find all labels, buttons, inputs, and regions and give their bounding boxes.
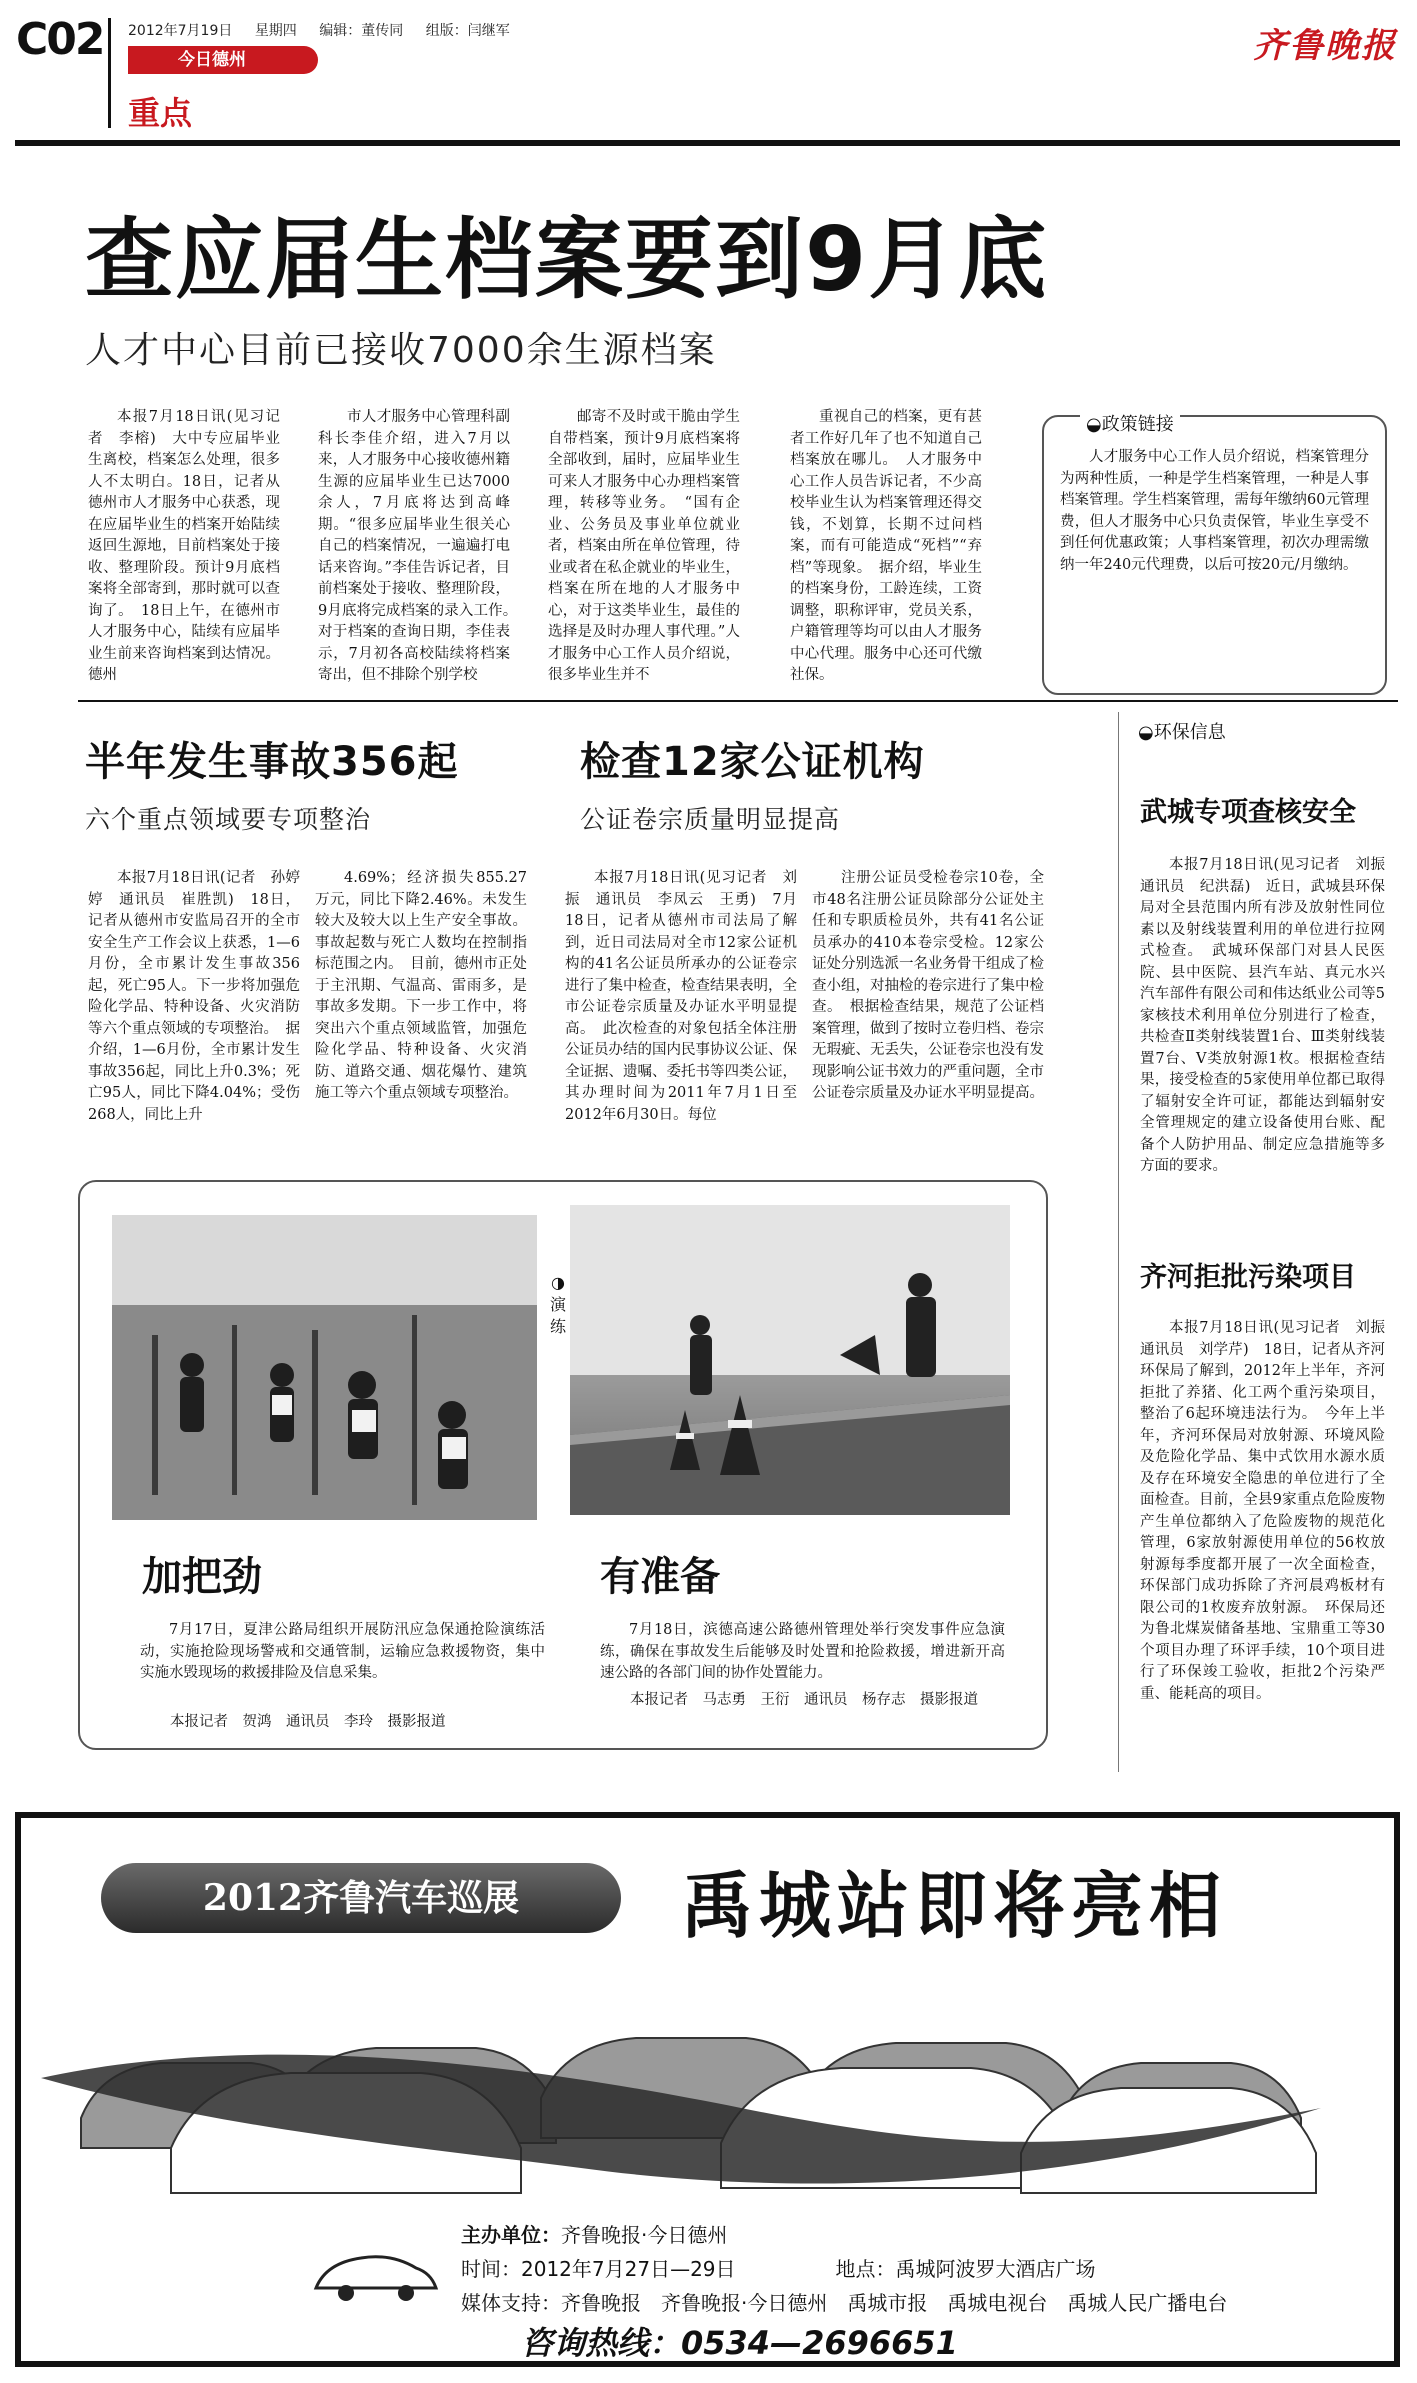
story-accidents-column-2-text: 4.69%；经济损失855.27万元，同比下降2.46%。未发生较大及较大以上生产安全事故。事故起数与死亡人数均在控制指标范围之内。 目前，德州市正处于主汛期、气温高、雷雨多，是事故多发期。下一步工作中，将突出六个重点领域监管，加强危险化学品、特种设备、火灾消防、道路交通、烟花爆竹、建筑施工等六个重点领域专项整治。 <box>315 870 527 1101</box>
sidebar-story-wucheng-text <box>1140 855 1400 1275</box>
car-show-ad <box>15 1812 1400 2367</box>
story-accidents-column-1 <box>88 868 300 1158</box>
lead-column-1 <box>88 407 280 692</box>
header-divider <box>108 18 111 128</box>
lead-column-1-text: 本报7月18日讯(见习记者 李榕) 大中专应届毕业生离校，档案怎么处理，很多人不太明白。18日，记者从德州市人才服务中心获悉，现在应届毕业生的档案开始陆续返回生源地，目前档案处于接收、整理阶段。预计9月底档案将全部寄到，那时就可以查询了。 18日上午，在德州市人才服务中心，陆续有应届毕业生前来咨询档案到达情况。德州 <box>88 409 280 683</box>
ad-time: 时间：2012年7月27日—29日 <box>461 2257 736 2281</box>
ad-media: 媒体支持：齐鲁晚报 齐鲁晚报·今日德州 禹城市报 禹城电视台 禹城人民广播电台 <box>461 2291 1228 2315</box>
ad-headline: 禹城站即将亮相 <box>681 1864 1228 1948</box>
ad-hotline: 咨询热线：0534—2696651 <box>521 2324 958 2362</box>
photo-left-credit: 本报记者 贺鸿 通讯员 李玲 摄影报道 <box>170 1714 446 1730</box>
photo-left-caption <box>140 1620 545 1685</box>
photo-left-caption-text: 7月17日，夏津公路局组织开展防汛应急保通抢险演练活动，实施抢险现场警戒和交通管制，运输应急救援物资，集中实施水毁现场的救援排险及信息采集。 <box>140 1622 545 1681</box>
photo-left-headline: 加把劲 <box>142 1554 262 1600</box>
section-rule <box>78 700 1398 702</box>
top-rule <box>15 140 1400 146</box>
ad-info <box>461 2218 1227 2320</box>
section-tab: 今日德州 <box>128 46 318 74</box>
env-info-label-text: 环保信息 <box>1153 722 1226 743</box>
policy-label <box>1080 410 1180 436</box>
story-accidents-headline: 半年发生事故356起 <box>85 739 459 785</box>
photo-highway-drill <box>570 1205 1010 1515</box>
ad-place: 地点：禹城阿波罗大酒店广场 <box>835 2257 1096 2281</box>
story-notary-column-2 <box>812 868 1044 1158</box>
lead-column-4 <box>790 407 982 692</box>
photo-right-credit: 本报记者 马志勇 王衍 通讯员 杨存志 摄影报道 <box>630 1692 978 1708</box>
lead-column-2-text: 市人才服务中心管理科副科长李佳介绍，进入7月以来，人才服务中心接收德州籍生源的应届毕业生已达7000余人，7月底将达到高峰期。“很多应届毕业生很关心自己的档案情况，一遍遍打电话来咨询。”李佳告诉记者，目前档案处于接收、整理阶段，9月底将完成档案的录入工作。 对于档案的查询日期，李佳表示，7月初各高校陆续将档案寄出，但不排除个别学校 <box>318 409 525 683</box>
lead-headline: 查应届生档案要到9月底 <box>85 208 1049 311</box>
half-circle-icon: ◒ <box>1138 722 1154 743</box>
sidebar-story-qihe-text-body: 本报7月18日讯(见习记者 刘振 通讯员 刘学芹) 18日，记者从齐河环保局了解到，2012年上半年，齐河拒批了养猪、化工两个重污染项目，整治了6起环境违法行为。 今年上半年，齐河环保局对放射源、环境风险及危险化学品、集中式饮用水源水质及存在环境安全隐患的单位进行了全面检查。目前，全县9家重点危险废物产生单位都纳入了危险废物的规范化管理，6家放射源使用单位的56枚放射源每季度都开展了一次全面检查，环保部门成功拆除了齐河晨鸡板材有限公司的1枚废弃放射源。 环保局还为鲁北煤炭储备基地、宝鼎重工等30个项目办理了环评手续，10个项目进行了环保竣工验收，拒批2个污染严重、能耗高的项目。 <box>1140 1320 1400 1702</box>
story-notary-column-1 <box>565 868 797 1158</box>
story-notary-headline: 检查12家公证机构 <box>580 739 925 785</box>
sidebar-story-wucheng-headline: 武城专项查核安全 <box>1140 797 1356 828</box>
page-number: C02 <box>16 14 104 65</box>
drill-label <box>548 1272 568 1338</box>
page-meta <box>128 20 510 40</box>
photo-highway-drill-image <box>570 1205 1010 1515</box>
photo-flood-drill <box>112 1215 537 1520</box>
lead-column-2 <box>318 407 525 692</box>
ad-host-value: 齐鲁晚报·今日德州 <box>561 2223 728 2247</box>
lead-subheadline: 人才中心目前已接收7000余生源档案 <box>85 330 717 371</box>
story-accidents-column-2 <box>315 868 527 1158</box>
masthead-logo: 齐鲁晚报 <box>1253 26 1397 66</box>
half-circle-icon: ◒ <box>1086 414 1102 435</box>
env-info-label <box>1138 718 1226 744</box>
photo-right-caption <box>600 1620 1005 1685</box>
lead-column-4-text: 重视自己的档案，更有甚者工作好几年了也不知道自己档案放在哪儿。 人才服务中心工作人员告诉记者，不少高校毕业生认为档案管理还得交钱，不划算，长期不过问档案，而有可能造成“死档”“弃档”等现象。 据介绍，毕业生的档案身份，工龄连续，工资调整，职称评审，党员关系，户籍管理等均可以由人才服务中心代理。服务中心还可代缴社保。 <box>790 409 982 683</box>
policy-box <box>1042 415 1387 695</box>
ad-host <box>461 2218 1227 2252</box>
sidebar-divider <box>1118 712 1119 1772</box>
ad-time-place <box>461 2252 1227 2286</box>
lead-column-3-text: 邮寄不及时或干脆由学生自带档案，预计9月底档案将全部收到，届时，应届毕业生可来人才服务中心办理档案管理，转移等业务。 “国有企业、公务员及事业单位就业者，档案由所在单位管理，待业或者在私企就业的毕业生，档案在所在地的人才服务中心，对于这类毕业生，最佳的选择是及时办理人事代理。”人才服务中心工作人员介绍说，很多毕业生并不 <box>548 409 740 683</box>
story-accidents-column-1-text: 本报7月18日讯(记者 孙婷婷 通讯员 崔胜凯) 18日，记者从德州市安监局召开的全市安全生产工作会议上获悉，1—6月份，全市累计发生事故356起，死亡95人。下一步将加强危险化学品、特种设备、火灾消防等六个重点领域的专项整治。 据介绍，1—6月份，全市累计发生事故356起，同比上升0.3%；死亡95人，同比下降4.04%；受伤268人，同比上升 <box>88 870 300 1123</box>
ad-host-label: 主办单位： <box>461 2223 561 2247</box>
drill-label-text: 演练 <box>549 1295 566 1336</box>
policy-text: 人才服务中心工作人员介绍说，档案管理分为两种性质，一种是学生档案管理，一种是人事档案管理。学生档案管理，需每年缴纳60元管理费，但人才服务中心只负责保管，毕业生享受不到任何优惠政策；人事档案管理，初次办理需缴纳一年240元代理费，以后可按20元/月缴纳。 <box>1060 449 1369 573</box>
ad-car-lineup-image <box>21 1958 1394 2208</box>
ad-event-pill: 2012齐鲁汽车巡展 <box>101 1863 621 1933</box>
policy-label-text: 政策链接 <box>1101 414 1174 435</box>
sidebar-story-wucheng-text-body: 本报7月18日讯(见习记者 刘振 通讯员 纪洪磊) 近日，武城县环保局对全县范围内所有涉及放射性同位素以及射线装置利用的单位进行拉网式检查。 武城环保部门对县人民医院、县中医院、县汽车站、真元水兴汽车部件有限公司和伟达纸业公司等5家核技术利用单位分别进行了检查，共检查Ⅱ类射线装置1台、Ⅲ类射线装置7台、Ⅴ类放射源1枚。根据检查结果，接受检查的5家使用单位都已取得了辐射安全许可证，都能达到辐射安全管理规定的建立设备使用台账、配备个人防护用品、制定应急措施等多方面的要求。 <box>1140 857 1400 1174</box>
issue-date: 2012年7月19日 <box>128 23 233 39</box>
issue-weekday: 星期四 <box>254 23 297 39</box>
photo-right-caption-text: 7月18日，滨德高速公路德州管理处举行突发事件应急演练，确保在事故发生后能够及时处置和抢险救援，增进新开高速公路的各部门间的协作处置能力。 <box>600 1622 1005 1681</box>
story-notary-column-2-text: 注册公证员受检卷宗10卷，全市48名注册公证员除部分公证处主任和专职质检员外，共有41名公证员承办的410本卷宗受检。12家公证处分别选派一名业务骨干组成了检查小组，对抽检的卷宗进行了集中检查。 根据检查结果，规范了公证档案管理，做到了按时立卷归档、卷宗无瑕疵、无丢失，公证卷宗也没有发现影响公证书效力的严重问题，全市公证卷宗质量及办证水平明显提高。 <box>812 870 1044 1101</box>
sidebar-story-qihe-headline: 齐河拒批污染项目 <box>1140 1262 1356 1293</box>
photo-flood-drill-image <box>112 1215 537 1520</box>
story-notary-column-1-text: 本报7月18日讯(见习记者 刘振 通讯员 李凤云 王勇) 7月18日，记者从德州市司法局了解到，近日司法局对全市12家公证机构的41名公证员所承办的公证卷宗进行了集中检查，检查结果表明，全市公证卷宗质量及办证水平明显提高。 此次检查的对象包括全体注册公证员办结的国内民事协议公证、保全证据、遗嘱、委托书等四类公证，其办理时间为2011年7月1日至2012年6月30日。每位 <box>565 870 797 1123</box>
story-accidents-subheadline: 六个重点领域要专项整治 <box>85 805 372 834</box>
designer-credit: 组版：闫继军 <box>425 23 510 39</box>
sidebar-story-qihe-text <box>1140 1318 1400 1788</box>
editor-credit: 编辑：董传同 <box>319 23 404 39</box>
car-outline-icon <box>311 2238 441 2308</box>
section-name: 重点 <box>128 94 193 132</box>
half-circle-icon: ◑ <box>551 1273 565 1292</box>
lead-column-3 <box>548 407 740 692</box>
photo-right-headline: 有准备 <box>600 1554 720 1600</box>
story-notary-subheadline: 公证卷宗质量明显提高 <box>580 805 841 834</box>
